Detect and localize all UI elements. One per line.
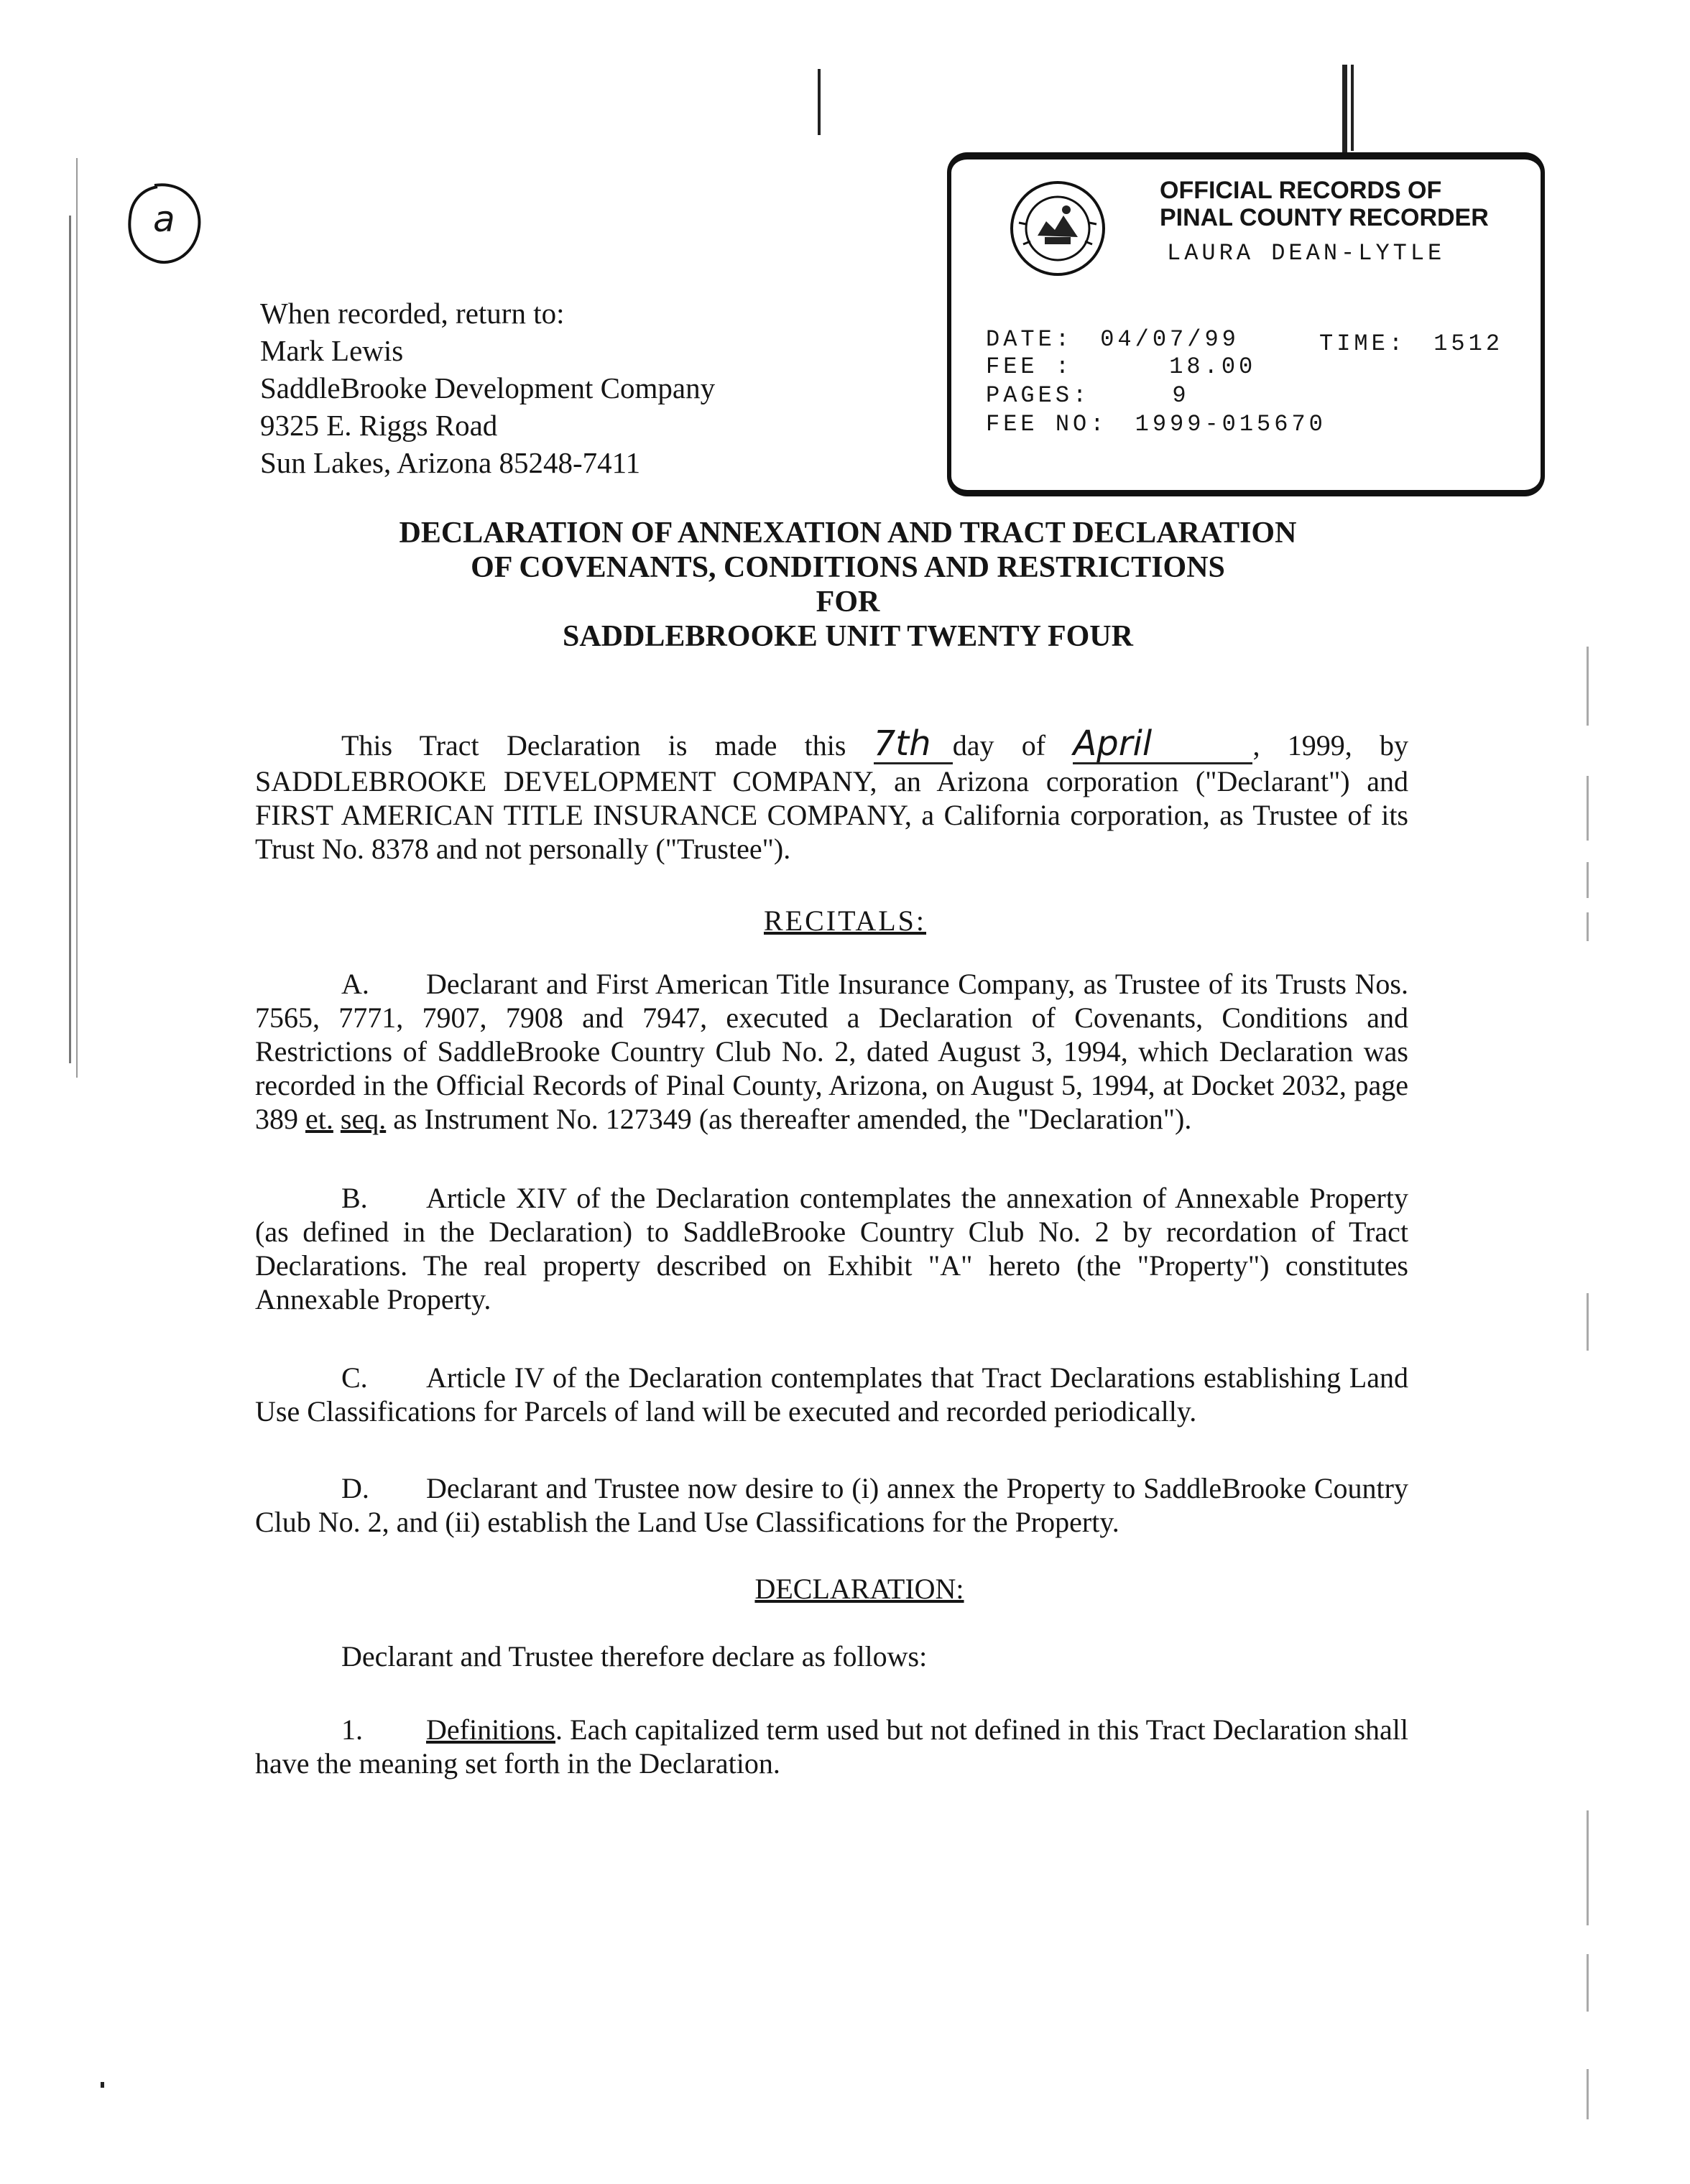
page-mark	[126, 181, 203, 267]
return-street: 9325 E. Riggs Road	[260, 409, 498, 442]
recital-c-marker: C.	[341, 1361, 368, 1394]
day-blank	[873, 723, 953, 764]
title-line3: FOR	[816, 586, 880, 619]
item1-title: Definitions	[426, 1713, 555, 1746]
return-address	[260, 295, 715, 481]
stamp-fee-no-row	[986, 411, 1326, 438]
return-name: Mark Lewis	[260, 334, 404, 367]
scan-line	[76, 158, 78, 1078]
handwritten-day: 7th	[873, 723, 931, 764]
item1-marker: 1.	[341, 1713, 363, 1746]
recital-a-et: et.	[305, 1103, 333, 1135]
scan-dash	[1587, 862, 1589, 898]
stamp-pages-label: PAGES:	[986, 382, 1091, 409]
recorder-stamp	[947, 152, 1545, 496]
recitals-heading-text: RECITALS:	[763, 904, 927, 937]
stamp-date-row	[986, 326, 1239, 353]
stamp-title	[1160, 177, 1489, 231]
recital-a-text-1: Declarant and First American Title Insurance Company, as Trustee of its Trusts Nos. 7565, 7771, 7907, 7908 and 7947, executed a Declaration of Covenants, Conditions and Restrictions of SaddleBrooke Country Club No. 2, dated August 3, 1994, which Declaration was recorded in the Official Records of Pinal County, Arizona, on August 5, 1994, at Docket 2032, page 389	[255, 968, 1408, 1135]
month-blank	[1073, 723, 1252, 764]
return-city: Sun Lakes, Arizona 85248-7411	[260, 446, 641, 479]
return-label: When recorded, return to:	[260, 297, 565, 330]
recital-a-marker: A.	[341, 968, 369, 1000]
recital-a-text-2: as Instrument No. 127349 (as thereafter amended, the "Declaration").	[393, 1103, 1192, 1135]
recital-a-seq: seq.	[340, 1103, 387, 1135]
title-line2: OF COVENANTS, CONDITIONS AND RESTRICTIONS	[471, 551, 1225, 584]
intro-paragraph	[255, 723, 1409, 866]
declaration-heading	[0, 1572, 1690, 1606]
stamp-fee-value: 18.00	[1169, 353, 1257, 380]
scan-dash	[1587, 1293, 1589, 1351]
stamp-fee-no-label: FEE NO:	[986, 411, 1108, 438]
stamp-pages-value: 9	[1172, 382, 1190, 409]
recital-d-marker: D.	[341, 1472, 369, 1504]
declaration-lead-text: Declarant and Trustee therefore declare as follows:	[341, 1640, 928, 1672]
recital-c-text: Article IV of the Declaration contemplates that Tract Declarations establishing Land Use Classifications for Parcels of land will be executed and recorded periodically.	[255, 1361, 1408, 1428]
recital-d	[255, 1471, 1408, 1539]
stamp-date-value: 04/07/99	[1100, 326, 1239, 353]
declaration-lead	[255, 1639, 1408, 1673]
scan-dash	[1587, 776, 1589, 841]
stamp-fee-row	[986, 353, 1256, 380]
document-title	[216, 516, 1480, 654]
stamp-time-row	[1319, 330, 1503, 357]
stamp-fee-label: FEE :	[986, 353, 1073, 380]
recital-b-text: Article XIV of the Declaration contemplates the annexation of Annexable Property (as defined in the Declaration) to SaddleBrooke Country Club No. 2 by recordation of Tract Declarations. The real property described on Exhibit "A" hereto (the "Property") constitutes Annexable Property.	[255, 1182, 1408, 1315]
stamp-date-label: DATE:	[986, 326, 1073, 353]
return-company: SaddleBrooke Development Company	[260, 371, 716, 404]
scan-speck	[101, 2082, 104, 2088]
item1-text: . Each capitalized term used but not defined in this Tract Declaration shall have the meaning set forth in the Declaration.	[255, 1713, 1408, 1780]
stamp-recorder: LAURA DEAN-LYTLE	[1167, 240, 1446, 267]
recital-b-marker: B.	[341, 1182, 368, 1214]
stamp-time-label: TIME:	[1319, 330, 1407, 357]
scan-dash	[1587, 2069, 1589, 2119]
stamp-title-line1: OFFICIAL RECORDS OF	[1160, 177, 1442, 204]
stamp-pages-row	[986, 382, 1190, 409]
scan-line	[1342, 65, 1347, 154]
intro-text-c: , 1999, by SADDLEBROOKE DEVELOPMENT COMPANY, an Arizona corporation ("Declarant") and FIRST AMERICAN TITLE INSURANCE COMPANY, a California corporation, as Trustee of its Trust No. 8378 and not personally ("Trustee").	[255, 729, 1409, 865]
scan-dash	[1587, 647, 1589, 726]
recital-d-text: Declarant and Trustee now desire to (i) annex the Property to SaddleBrooke Country Club No. 2, and (ii) establish the Land Use Classifications for the Property.	[255, 1472, 1408, 1538]
title-line1: DECLARATION OF ANNEXATION AND TRACT DECLARATION	[399, 517, 1297, 550]
recital-a	[255, 967, 1408, 1136]
scan-dash	[1587, 1954, 1589, 2012]
handwritten-month: April	[1073, 723, 1153, 764]
intro-text-b: day of	[952, 729, 1046, 762]
definitions-item	[255, 1713, 1408, 1780]
recitals-heading	[0, 904, 1690, 938]
recital-c	[255, 1361, 1408, 1428]
county-seal	[1009, 180, 1107, 277]
scan-dash	[1587, 1810, 1589, 1925]
scan-line	[818, 69, 821, 135]
declaration-heading-text: DECLARATION:	[754, 1573, 964, 1605]
recital-b	[255, 1181, 1408, 1316]
stamp-fee-no-value: 1999-015670	[1135, 411, 1326, 438]
county-seal-icon	[1009, 180, 1107, 277]
scan-line	[1351, 65, 1354, 151]
title-line4: SADDLEBROOKE UNIT TWENTY FOUR	[563, 620, 1133, 653]
stamp-time-value: 1512	[1433, 330, 1504, 357]
stamp-title-line2: PINAL COUNTY RECORDER	[1160, 204, 1489, 231]
intro-text-a: This Tract Declaration is made this	[341, 729, 846, 762]
page-mark-letter: a	[153, 198, 175, 240]
